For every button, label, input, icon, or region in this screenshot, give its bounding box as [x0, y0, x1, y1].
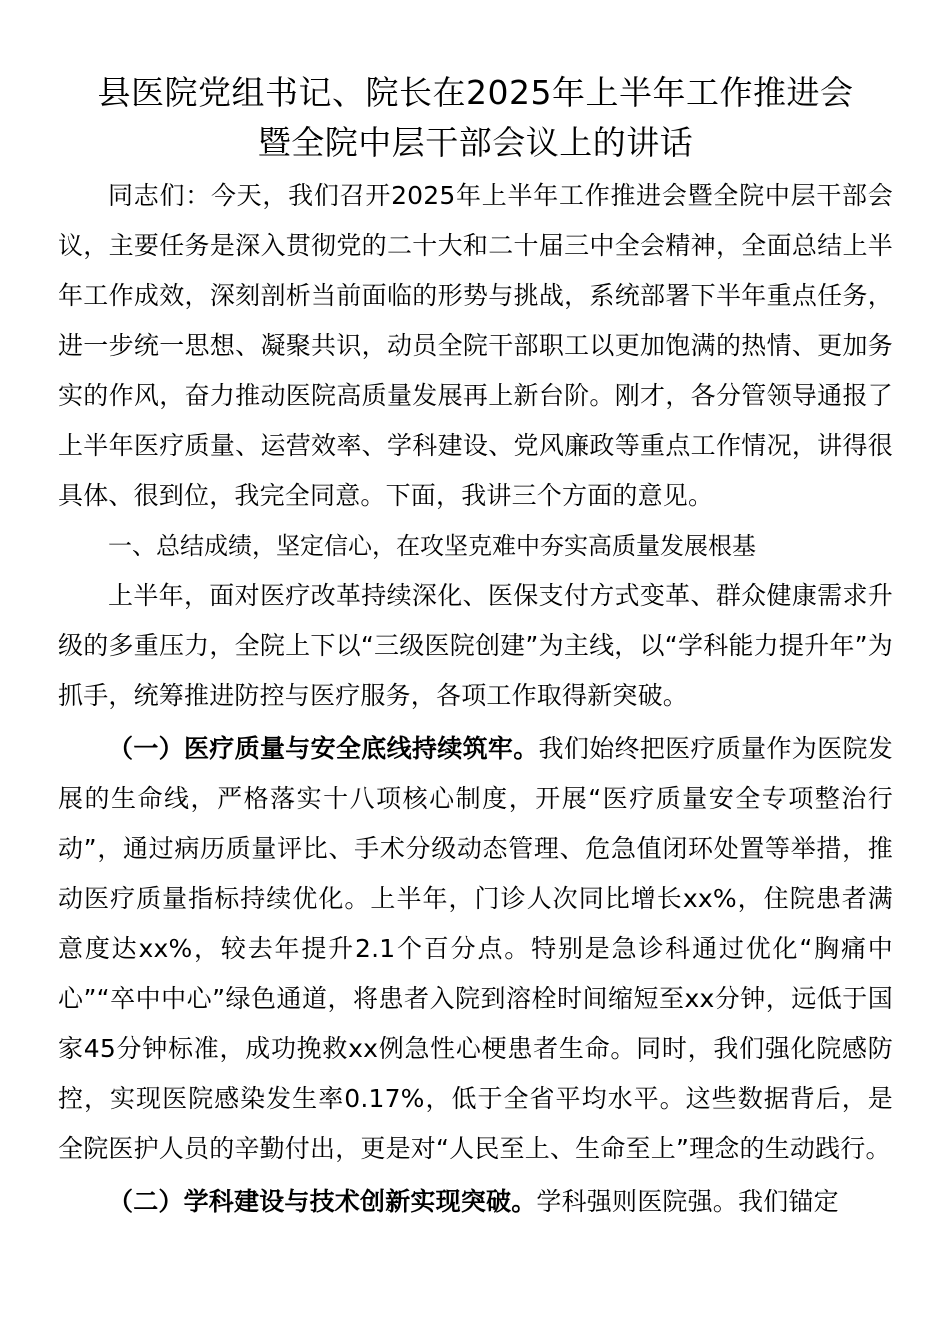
intro-paragraph: 同志们：今天，我们召开2025年上半年工作推进会暨全院中层干部会议，主要任务是深入贯彻党的二十大和二十届三中全会精神，全面总结上半年工作成效，深刻剖析当前面临的形势与挑战，系统部署下半年重点任务，进一步统一思想、凝聚共识，动员全院干部职工以更加饱满的热情、更加务实的作风，奋力推动医院高质量发展再上新台阶。刚才，各分管领导通报了上半年医疗质量、运营效率、学科建设、党风廉政等重点工作情况，讲得很具体、很到位，我完全同意。下面，我讲三个方面的意见。 [58, 181, 893, 510]
section-1-heading: 一、总结成绩，坚定信心，在攻坚克难中夯实高质量发展根基 [108, 532, 756, 560]
title-line-2: 暨全院中层干部会议上的讲话 [257, 123, 694, 162]
document-page [58, 68, 893, 1227]
item-2-lead: （二）学科建设与技术创新实现突破。 [108, 1187, 537, 1216]
item-1-body: 我们始终把医疗质量作为医院发展的生命线，严格落实十八项核心制度，开展“医疗质量安全专项整治行动”，通过病历质量评比、手术分级动态管理、危急值闭环处置等举措，推动医疗质量指标持续优化。上半年，门诊人次同比增长xx%，住院患者满意度达xx%，较去年提升2.1个百分点。特别是急诊科通过优化“胸痛中心”“卒中中心”绿色通道，将患者入院到溶栓时间缩短至xx分钟，远低于国家45分钟标准，成功挽救xx例急性心梗患者生命。同时，我们强化院感防控，实现医院感染发生率0.17%，低于全省平均水平。这些数据背后，是全院医护人员的辛勤付出，更是对“人民至上、生命至上”理念的生动践行。 [58, 734, 893, 1163]
item-1-paragraph [58, 724, 893, 1174]
item-2-body: 学科强则医院强。我们锚定 [536, 1187, 839, 1216]
item-1-lead: （一）医疗质量与安全底线持续筑牢。 [108, 734, 539, 763]
title-line-1: 县医院党组书记、院长在2025年上半年工作推进会 [97, 73, 854, 112]
document-title [58, 68, 893, 168]
section-1-intro-paragraph: 上半年，面对医疗改革持续深化、医保支付方式变革、群众健康需求升级的多重压力，全院上下以“三级医院创建”为主线，以“学科能力提升年”为抓手，统筹推进防控与医疗服务，各项工作取得新突破。 [58, 581, 893, 710]
item-2-paragraph [58, 1177, 893, 1227]
